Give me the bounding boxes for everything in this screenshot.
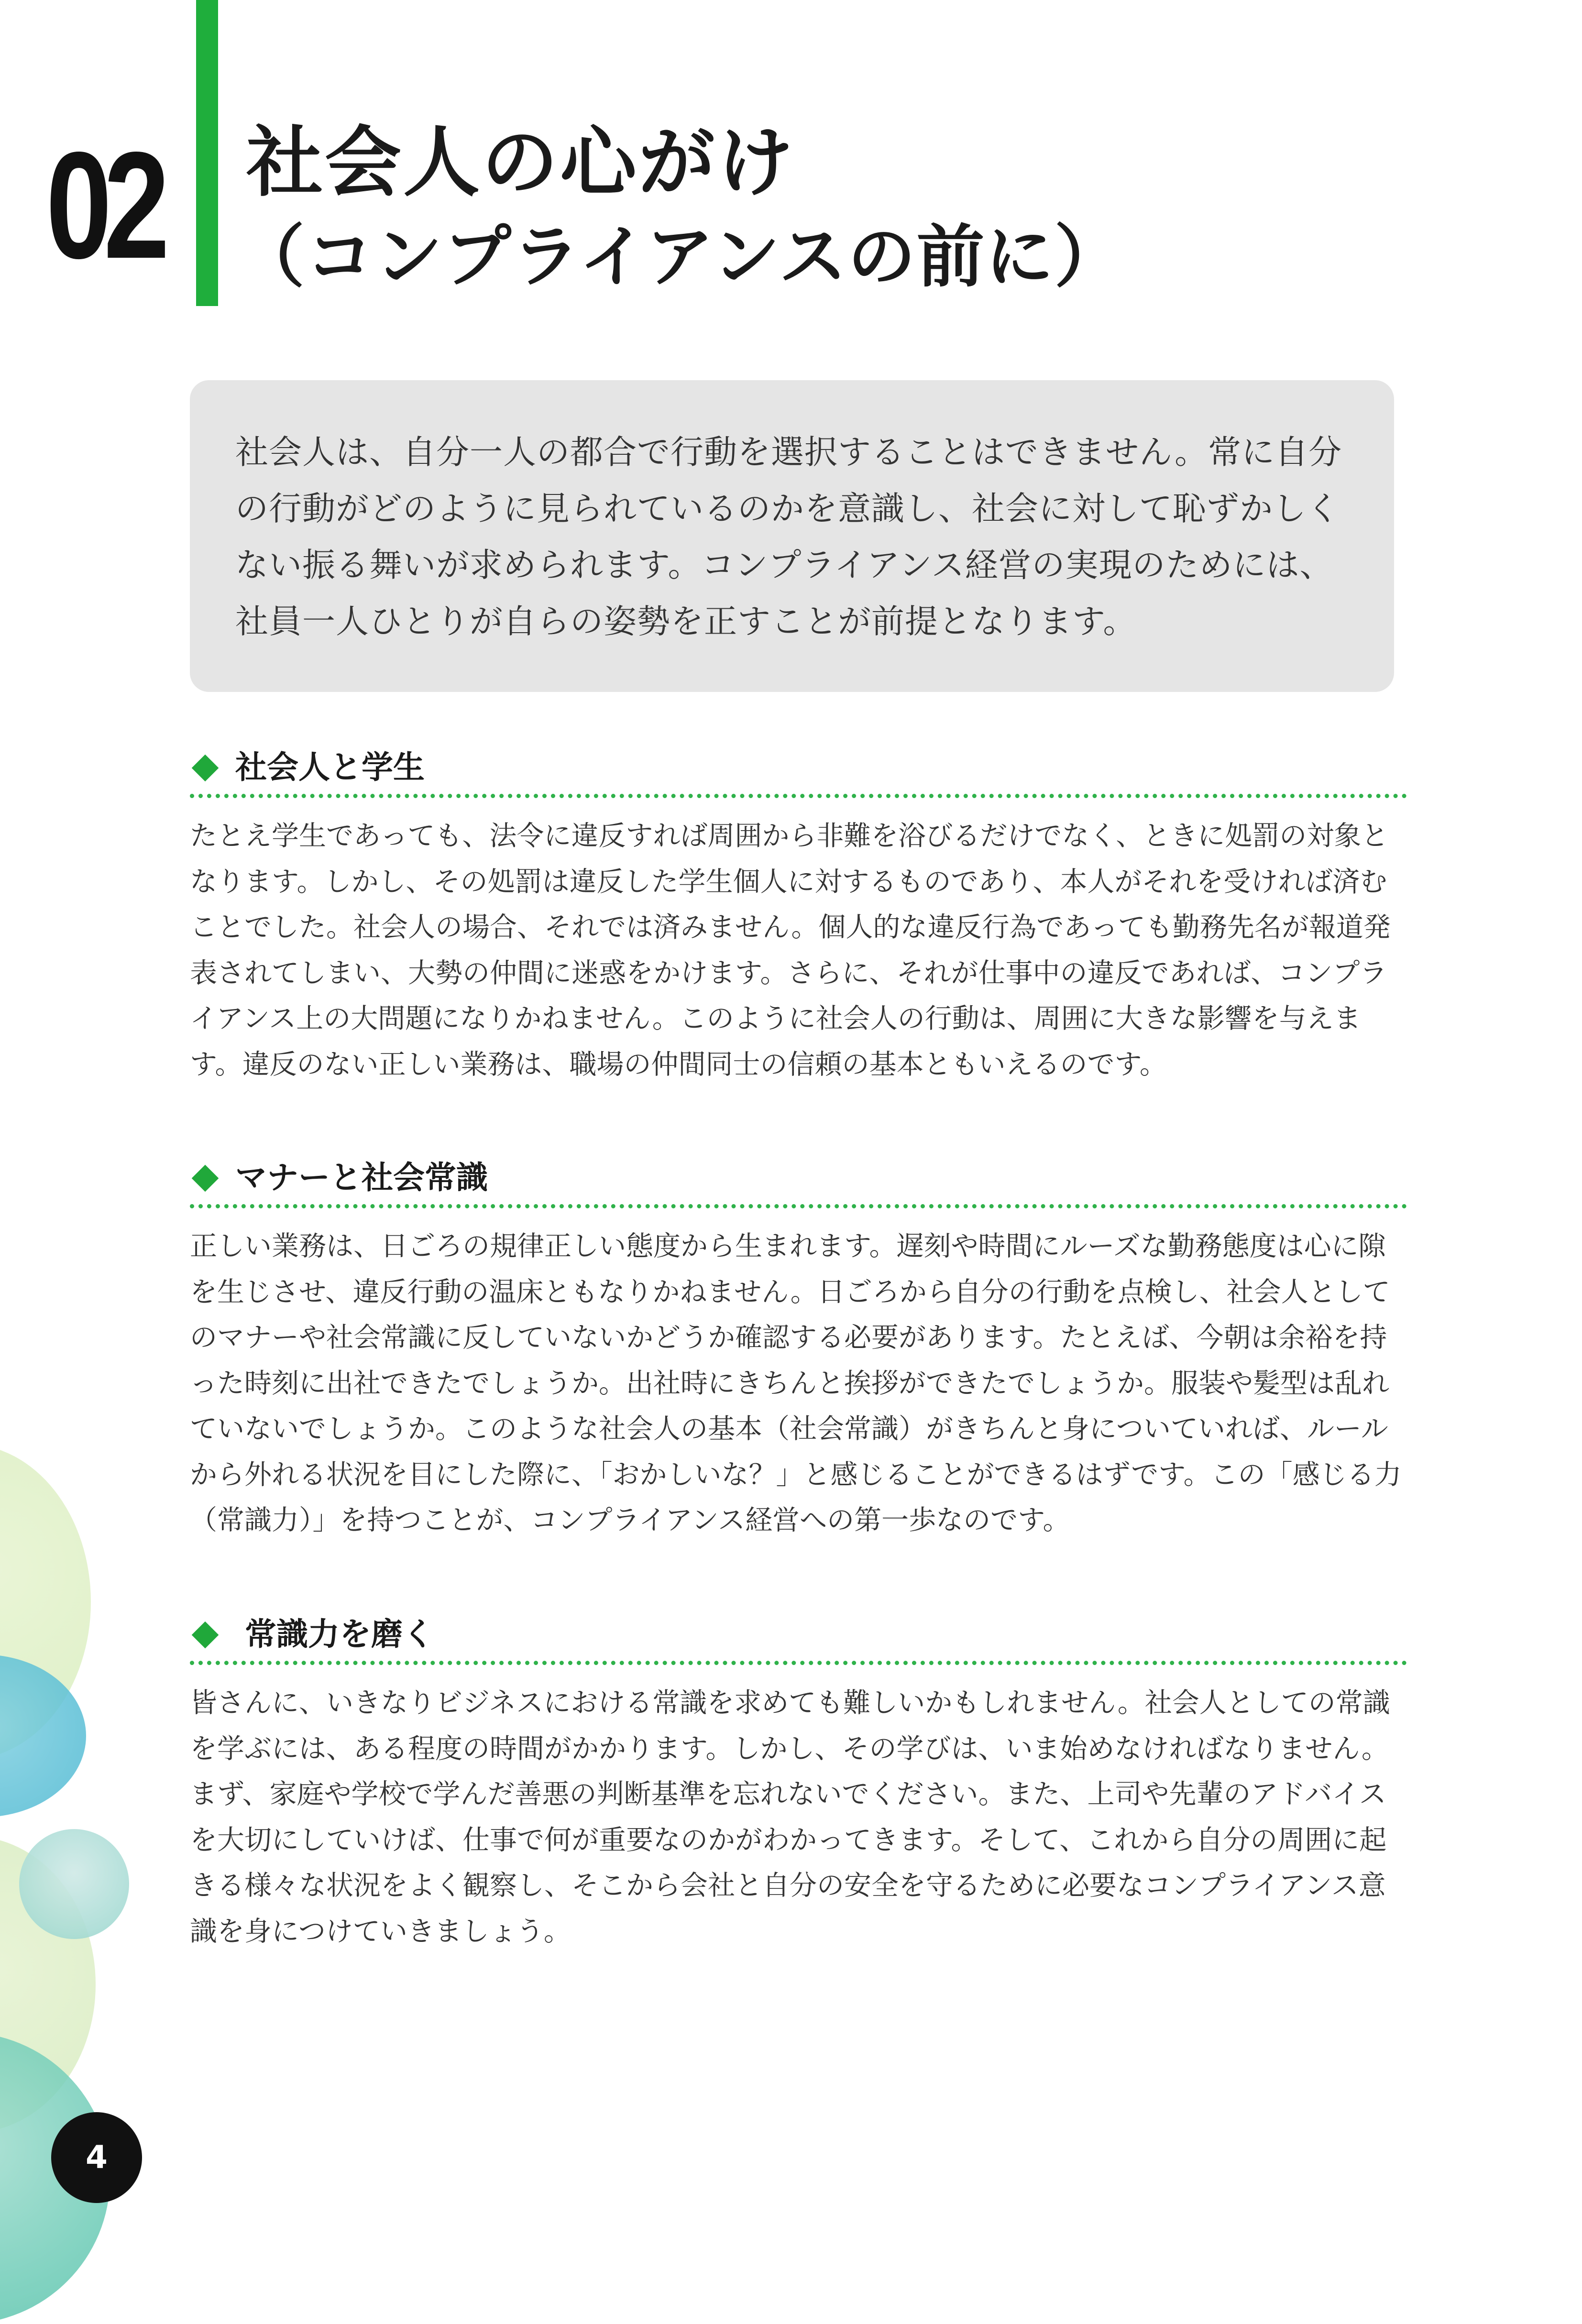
section-body: 皆さんに、いきなりビジネスにおける常識を求めても難しいかもしれません。社会人としての常識を学ぶには、ある程度の時間がかかります。しかし、その学びは、いま始めなければなりません。まず、家庭や学校で学んだ善悪の判断基準を忘れないでください。また、上司や先輩のアドバイスを大切にしていけば、仕事で何が重要なのかがわかってきます。そして、これから自分の周囲に起きる様々な状況をよく観察し、そこから会社と自分の安全を守るために必要なコンプライアンス意識を身につけていきましょう。	[190, 1687, 1390, 1947]
section-header	[190, 746, 1407, 798]
decorative-bubble	[19, 1829, 129, 1939]
section-manner-to-shakai-joshiki	[190, 1156, 1407, 1544]
accent-bar	[196, 0, 218, 306]
section-body: たとえ学生であっても、法令に違反すれば周囲から非難を浴びるだけでなく、ときに処罰の対象となります。しかし、その処罰は違反した学生個人に対するものであり、本人がそれを受ければ済むことでした。社会人の場合、それでは済みません。個人的な違反行為であっても勤務先名が報道発表されてしまい、大勢の仲間に迷惑をかけます。さらに、それが仕事中の違反であれば、コンプライアンス上の大問題になりかねません。このように社会人の行動は、周囲に大きな影響を与えます。違反のない正しい業務は、職場の仲間同士の信頼の基本ともいえるのです。	[190, 820, 1391, 1080]
intro-text: 社会人は、自分一人の都合で行動を選択することはできません。常に自分の行動がどのように見られているのかを意識し、社会に対して恥ずかしくない振る舞いが求められます。コンプライアンス経営の実現のためには、社員一人ひとりが自らの姿勢を正すことが前提となります。	[235, 433, 1342, 641]
diamond-bullet-icon	[192, 1165, 219, 1192]
section-header	[190, 1156, 1407, 1208]
intro-box	[190, 380, 1394, 692]
page-title-line-2: （コンプライアンスの前に）	[237, 218, 1123, 296]
chapter-number: 02	[46, 121, 162, 290]
page-title	[237, 115, 1490, 304]
section-header	[190, 1613, 1407, 1665]
diamond-bullet-icon	[192, 755, 219, 782]
section-shakaijin-to-gakusei	[190, 746, 1407, 1087]
section-joshikiryoku-wo-migaku	[190, 1613, 1407, 1954]
section-title: マナーと社会常識	[235, 1159, 488, 1196]
section-body: 正しい業務は、日ごろの規律正しい態度から生まれます。遅刻や時間にルーズな勤務態度は心に隙を生じさせ、違反行動の温床ともなりかねません。日ごろから自分の行動を点検し、社会人としてのマナーや社会常識に反していないかどうか確認する必要があります。たとえば、今朝は余裕を持った時刻に出社できたでしょうか。出社時にきちんと挨拶ができたでしょうか。服装や髪型は乱れていないでしょうか。このような社会人の基本（社会常識）がきちんと身についていれば、ルールから外れる状況を目にした際に、「おかしいな？」と感じることができるはずです。この「感じる力（常識力）」を持つことが、コンプライアンス経営への第一歩なのです。	[190, 1230, 1402, 1536]
page-title-line-1: 社会人の心がけ	[246, 118, 796, 207]
page-number: 4	[51, 2112, 142, 2203]
diamond-bullet-icon	[192, 1622, 219, 1649]
section-title: 常識力を磨く	[245, 1616, 434, 1653]
section-title: 社会人と学生	[235, 749, 425, 786]
